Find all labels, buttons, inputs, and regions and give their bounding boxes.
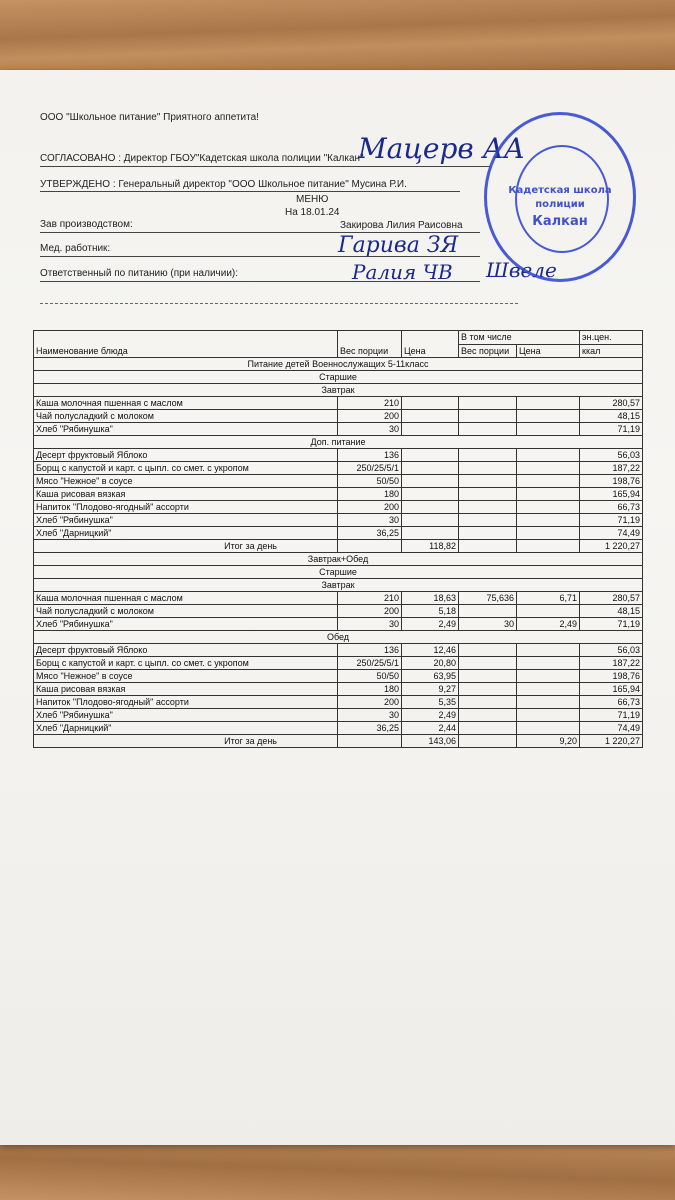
cell-sub-weight: 30 xyxy=(459,618,517,631)
cell-kcal: 165,94 xyxy=(580,683,643,696)
cell-name: Хлеб "Дарницкий" xyxy=(34,527,338,540)
agreed-underline xyxy=(40,166,490,167)
header-energy: эн.цен. xyxy=(580,331,643,345)
header-sub-price: Цена xyxy=(517,344,580,358)
menu-table xyxy=(33,330,643,748)
table-cell xyxy=(459,514,517,527)
cell-weight: 30 xyxy=(338,618,402,631)
school-stamp xyxy=(484,112,636,282)
cell-weight: 210 xyxy=(338,397,402,410)
cell-name: Десерт фруктовый Яблоко xyxy=(34,644,338,657)
table-row xyxy=(34,410,643,423)
table-row xyxy=(34,449,643,462)
group-row xyxy=(34,566,643,579)
cell-kcal: 165,94 xyxy=(580,488,643,501)
cell-weight: 30 xyxy=(338,709,402,722)
table-row xyxy=(34,462,643,475)
cell-name: Хлеб "Рябинушка" xyxy=(34,709,338,722)
cell-name: Хлеб "Дарницкий" xyxy=(34,722,338,735)
table-cell xyxy=(459,657,517,670)
general-director-signature: Швеле xyxy=(486,258,557,282)
table-cell xyxy=(459,644,517,657)
cell-weight: 200 xyxy=(338,501,402,514)
cell-kcal: 71,19 xyxy=(580,514,643,527)
cell-weight: 200 xyxy=(338,410,402,423)
group-seniors: Старшие xyxy=(34,566,643,579)
table-row xyxy=(34,709,643,722)
cell-kcal: 187,22 xyxy=(580,657,643,670)
cell-kcal: 48,15 xyxy=(580,410,643,423)
table-cell xyxy=(459,449,517,462)
cell-name: Хлеб "Рябинушка" xyxy=(34,423,338,436)
header-weight: Вес порции xyxy=(338,331,402,358)
table-cell xyxy=(459,683,517,696)
cell-weight: 180 xyxy=(338,488,402,501)
table-cell xyxy=(459,462,517,475)
table-cell xyxy=(402,527,459,540)
production-label: Зав производством: xyxy=(40,219,133,230)
table-cell xyxy=(517,683,580,696)
cell-weight: 210 xyxy=(338,592,402,605)
table-cell xyxy=(338,540,402,553)
section-title: Питание детей Военнослужащих 5-11класс xyxy=(34,358,643,371)
cell-kcal: 66,73 xyxy=(580,501,643,514)
table-row xyxy=(34,618,643,631)
total-label: Итог за день xyxy=(34,540,338,553)
block1-breakfast xyxy=(34,397,643,436)
cell-name: Хлеб "Рябинушка" xyxy=(34,514,338,527)
header-sub-weight: Вес порции xyxy=(459,344,517,358)
table-cell xyxy=(402,397,459,410)
table-cell xyxy=(459,540,517,553)
cell-price: 18,63 xyxy=(402,592,459,605)
nutrition-signature: Ралия ЧВ xyxy=(352,260,453,284)
table-cell xyxy=(402,514,459,527)
cell-weight: 200 xyxy=(338,605,402,618)
table-cell xyxy=(517,501,580,514)
cell-kcal: 74,49 xyxy=(580,722,643,735)
cell-kcal: 71,19 xyxy=(580,709,643,722)
total-row xyxy=(34,540,643,553)
meal-breakfast: Завтрак xyxy=(34,384,643,397)
production-name: Закирова Лилия Раисовна xyxy=(340,220,463,231)
cell-name: Каша рисовая вязкая xyxy=(34,683,338,696)
table-row xyxy=(34,722,643,735)
cell-name: Хлеб "Рябинушка" xyxy=(34,618,338,631)
cell-weight: 50/50 xyxy=(338,475,402,488)
table-cell xyxy=(459,423,517,436)
table-cell xyxy=(517,696,580,709)
table-cell xyxy=(459,501,517,514)
stamp-text-3: Калкан xyxy=(532,214,588,229)
section-row xyxy=(34,358,643,371)
cell-price: 5,35 xyxy=(402,696,459,709)
table-row xyxy=(34,592,643,605)
total-kcal: 1 220,27 xyxy=(580,540,643,553)
meal-row xyxy=(34,436,643,449)
approved-underline xyxy=(40,191,460,192)
table-cell xyxy=(459,527,517,540)
cell-price: 63,95 xyxy=(402,670,459,683)
cell-kcal: 56,03 xyxy=(580,644,643,657)
cell-weight: 200 xyxy=(338,696,402,709)
header-kcal: ккал xyxy=(580,344,643,358)
table-row xyxy=(34,514,643,527)
table-cell xyxy=(517,475,580,488)
cell-name: Мясо "Нежное" в соусе xyxy=(34,670,338,683)
meal-row xyxy=(34,384,643,397)
header-including: В том числе xyxy=(459,331,580,345)
cell-price: 5,18 xyxy=(402,605,459,618)
cell-name: Каша рисовая вязкая xyxy=(34,488,338,501)
table-cell xyxy=(517,540,580,553)
table-cell xyxy=(517,722,580,735)
total-price: 143,06 xyxy=(402,735,459,748)
table-cell xyxy=(402,449,459,462)
total-sub-price: 9,20 xyxy=(517,735,580,748)
table-cell xyxy=(402,462,459,475)
stamp-text-2: полиции xyxy=(535,199,585,210)
cell-kcal: 198,76 xyxy=(580,475,643,488)
cell-name: Борщ с капустой и карт. с цыпл. со смет. с укропом xyxy=(34,657,338,670)
meal-row xyxy=(34,579,643,592)
cell-price: 2,49 xyxy=(402,618,459,631)
menu-date: На 18.01.24 xyxy=(285,207,340,218)
stamp-text-1: Кадетская школа xyxy=(508,185,612,196)
table-cell xyxy=(517,644,580,657)
cell-weight: 30 xyxy=(338,514,402,527)
table-cell xyxy=(402,423,459,436)
total-price: 118,82 xyxy=(402,540,459,553)
table-cell xyxy=(517,410,580,423)
total-row xyxy=(34,735,643,748)
cell-kcal: 48,15 xyxy=(580,605,643,618)
table-cell xyxy=(459,696,517,709)
cell-name: Напиток "Плодово-ягодный" ассорти xyxy=(34,696,338,709)
approved-line: УТВЕРЖДЕНО : Генеральный директор "ООО Школьное питание" Мусина Р.И. xyxy=(40,179,407,190)
section-breakfast-lunch: Завтрак+Обед xyxy=(34,553,643,566)
table-row xyxy=(34,488,643,501)
cell-name: Чай полусладкий с молоком xyxy=(34,410,338,423)
cell-price: 12,46 xyxy=(402,644,459,657)
cell-kcal: 71,19 xyxy=(580,423,643,436)
cell-name: Борщ с капустой и карт. с цыпл. со смет. с укропом xyxy=(34,462,338,475)
agreed-line: СОГЛАСОВАНО : Директор ГБОУ"Кадетская школа полиции "Калкан" xyxy=(40,153,364,164)
cell-kcal: 56,03 xyxy=(580,449,643,462)
total-kcal: 1 220,27 xyxy=(580,735,643,748)
wood-background-top xyxy=(0,0,675,75)
cell-name: Каша молочная пшенная с маслом xyxy=(34,397,338,410)
section-row xyxy=(34,553,643,566)
cell-weight: 136 xyxy=(338,644,402,657)
menu-title: МЕНЮ xyxy=(296,194,329,205)
nutrition-label: Ответственный по питанию (при наличии): xyxy=(40,268,239,279)
cell-sub-price xyxy=(517,605,580,618)
table-cell xyxy=(459,722,517,735)
table-cell xyxy=(517,514,580,527)
cell-name: Чай полусладкий с молоком xyxy=(34,605,338,618)
cell-weight: 250/25/5/1 xyxy=(338,462,402,475)
header-name: Наименование блюда xyxy=(34,331,338,358)
cell-kcal: 74,49 xyxy=(580,527,643,540)
cell-weight: 180 xyxy=(338,683,402,696)
director-signature: Мацерв АА xyxy=(358,132,526,165)
cell-name: Напиток "Плодово-ягодный" ассорти xyxy=(34,501,338,514)
table-cell xyxy=(459,475,517,488)
meal-lunch: Обед xyxy=(34,631,643,644)
table-cell xyxy=(402,475,459,488)
table-row xyxy=(34,657,643,670)
table-row xyxy=(34,475,643,488)
cell-kcal: 198,76 xyxy=(580,670,643,683)
table-row xyxy=(34,670,643,683)
cell-name: Мясо "Нежное" в соусе xyxy=(34,475,338,488)
table-cell xyxy=(459,735,517,748)
table-row xyxy=(34,696,643,709)
table-cell xyxy=(459,670,517,683)
cell-kcal: 66,73 xyxy=(580,696,643,709)
cell-price: 9,27 xyxy=(402,683,459,696)
table-cell xyxy=(517,462,580,475)
table-row xyxy=(34,683,643,696)
table-cell xyxy=(402,501,459,514)
cell-name: Десерт фруктовый Яблоко xyxy=(34,449,338,462)
cell-sub-price: 6,71 xyxy=(517,592,580,605)
table-cell xyxy=(402,410,459,423)
header-row-top xyxy=(34,331,643,345)
dashed-separator xyxy=(40,303,518,304)
table-cell xyxy=(517,657,580,670)
block1-extra xyxy=(34,449,643,540)
cell-weight: 50/50 xyxy=(338,670,402,683)
table-row xyxy=(34,644,643,657)
company-line: ООО "Школьное питание" Приятного аппетита! xyxy=(40,112,259,123)
group-seniors: Старшие xyxy=(34,371,643,384)
meal-extra: Доп. питание xyxy=(34,436,643,449)
table-cell xyxy=(459,410,517,423)
table-cell xyxy=(517,423,580,436)
cell-sub-price: 2,49 xyxy=(517,618,580,631)
cell-kcal: 187,22 xyxy=(580,462,643,475)
cell-weight: 30 xyxy=(338,423,402,436)
table-row xyxy=(34,397,643,410)
cell-sub-weight: 75,636 xyxy=(459,592,517,605)
cell-weight: 36,25 xyxy=(338,527,402,540)
table-row xyxy=(34,501,643,514)
cell-kcal: 280,57 xyxy=(580,592,643,605)
table-cell xyxy=(517,709,580,722)
table-cell xyxy=(517,527,580,540)
table-cell xyxy=(517,488,580,501)
cell-price: 2,49 xyxy=(402,709,459,722)
block2-lunch xyxy=(34,644,643,735)
table-row xyxy=(34,605,643,618)
table-cell xyxy=(459,397,517,410)
cell-name: Каша молочная пшенная с маслом xyxy=(34,592,338,605)
wood-background-bottom xyxy=(0,1140,675,1200)
table-cell xyxy=(402,488,459,501)
meal-breakfast: Завтрак xyxy=(34,579,643,592)
group-row xyxy=(34,371,643,384)
medic-label: Мед. работник: xyxy=(40,243,111,254)
table-cell xyxy=(517,449,580,462)
cell-kcal: 71,19 xyxy=(580,618,643,631)
medic-signature: Гарива ЗЯ xyxy=(338,233,459,258)
meal-row xyxy=(34,631,643,644)
table-row xyxy=(34,527,643,540)
cell-sub-weight xyxy=(459,605,517,618)
table-cell xyxy=(459,488,517,501)
cell-weight: 250/25/5/1 xyxy=(338,657,402,670)
cell-price: 2,44 xyxy=(402,722,459,735)
table-cell xyxy=(459,709,517,722)
cell-price: 20,80 xyxy=(402,657,459,670)
cell-weight: 136 xyxy=(338,449,402,462)
table-cell xyxy=(517,397,580,410)
total-label: Итог за день xyxy=(34,735,338,748)
header-price: Цена xyxy=(402,331,459,358)
block2-breakfast xyxy=(34,592,643,631)
table-row xyxy=(34,423,643,436)
cell-kcal: 280,57 xyxy=(580,397,643,410)
table-cell xyxy=(338,735,402,748)
table-cell xyxy=(517,670,580,683)
cell-weight: 36,25 xyxy=(338,722,402,735)
